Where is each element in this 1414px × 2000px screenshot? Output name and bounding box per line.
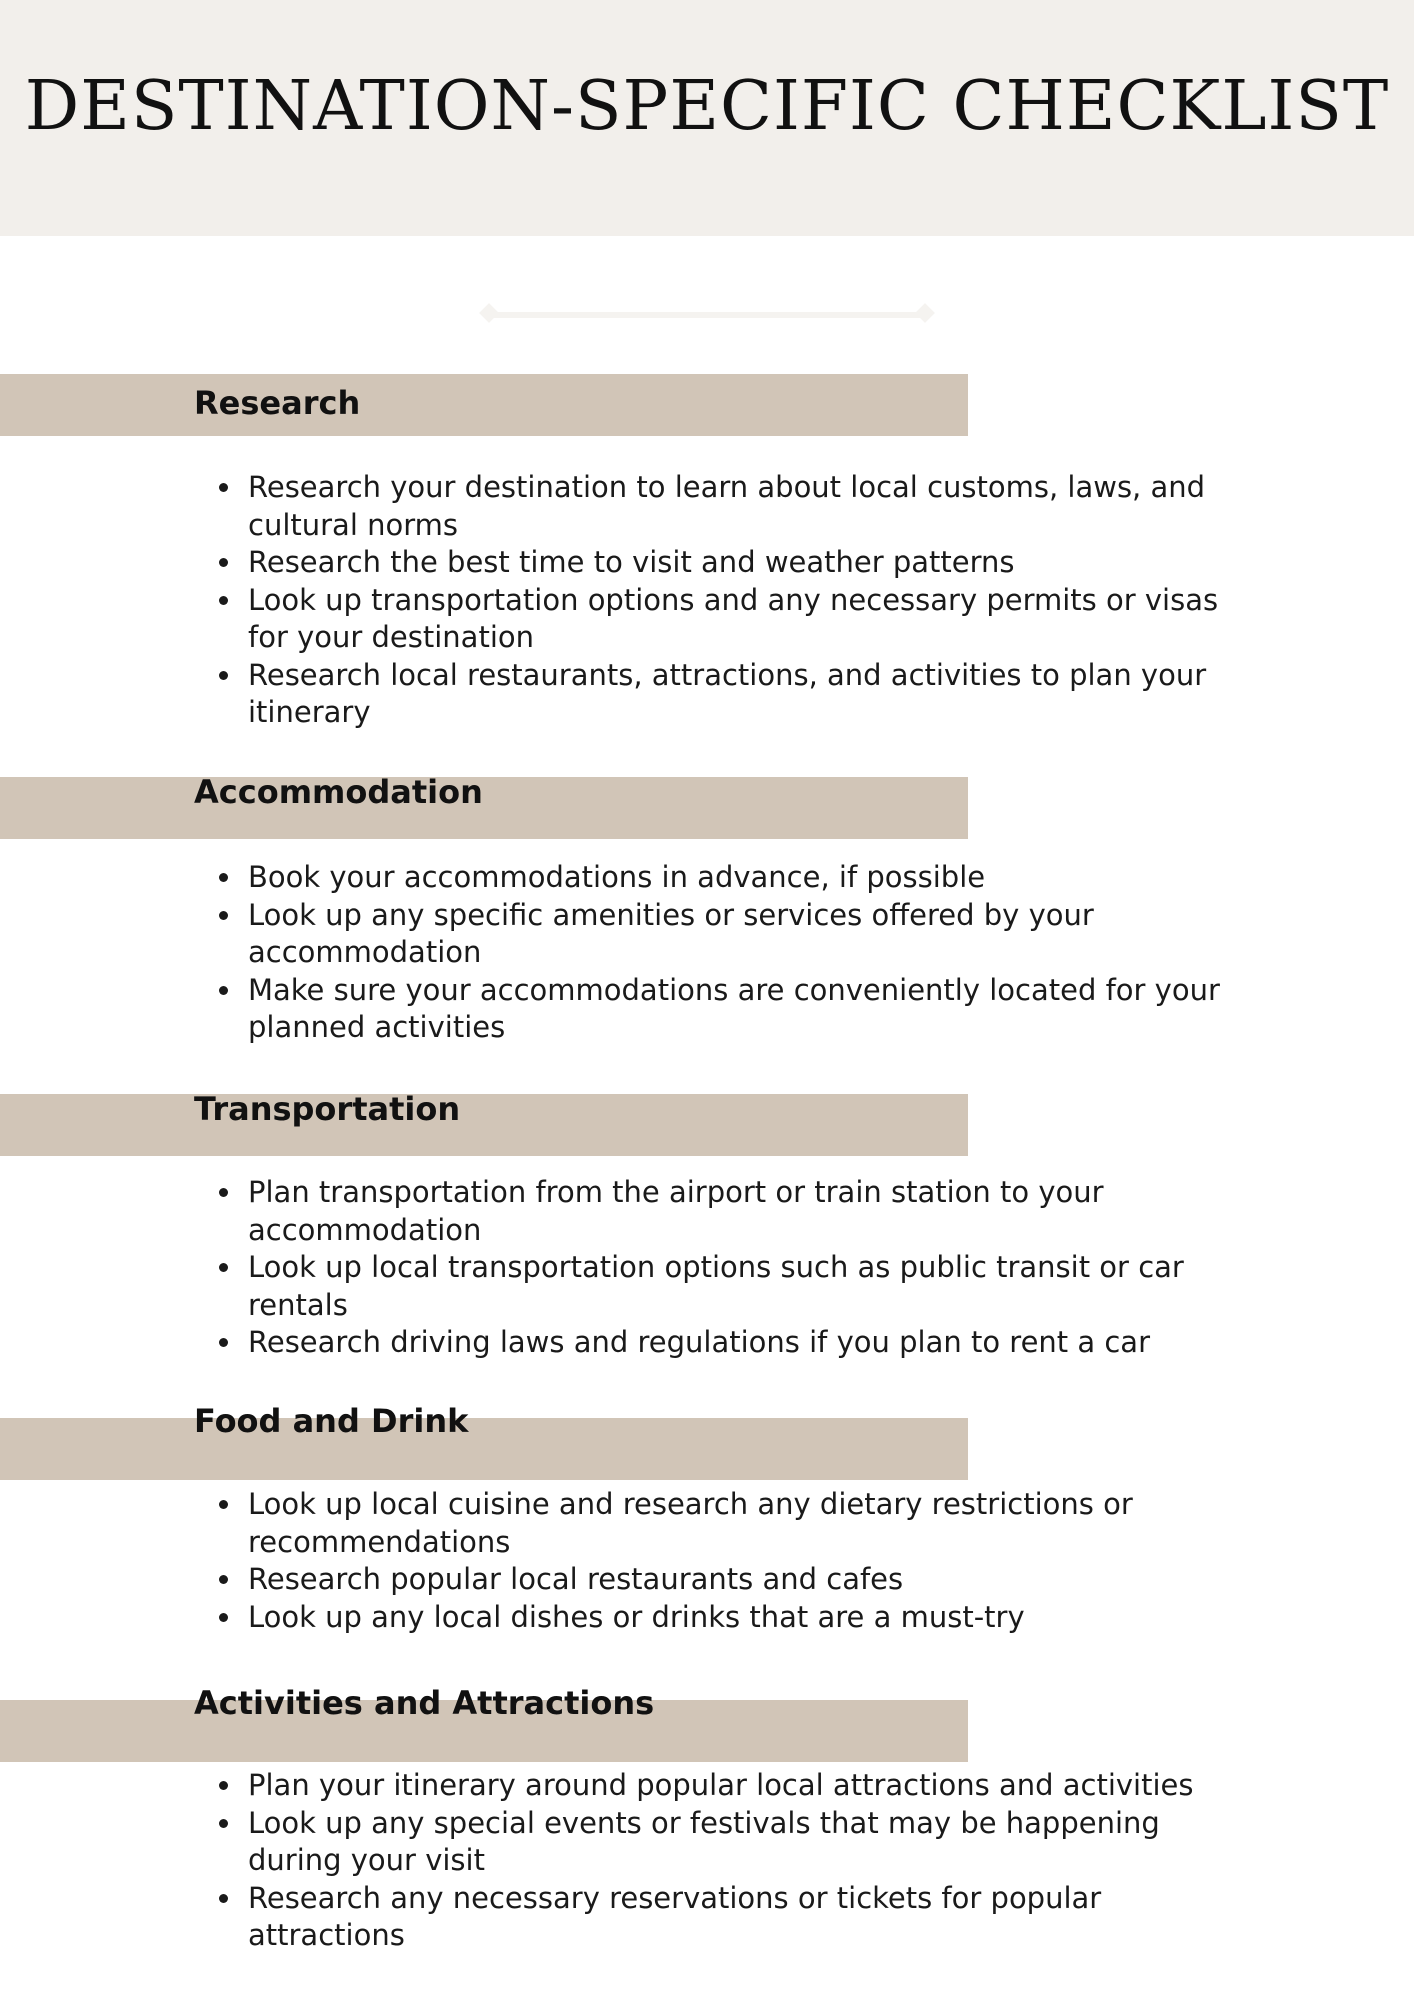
list-item: • Look up local cuisine and research any dietary restrictions or recommendations xyxy=(244,1486,1254,1561)
diamond-icon xyxy=(915,303,935,323)
list-item: • Research your destination to learn about local customs, laws, and cultural norms xyxy=(244,469,1254,544)
list-item: • Look up any special events or festivals that may be happening during your visit xyxy=(244,1805,1254,1880)
checklist xyxy=(208,859,1254,1047)
section-heading: Accommodation xyxy=(194,773,483,811)
checklist xyxy=(208,1767,1254,1955)
list-item: • Look up transportation options and any necessary permits or visas for your destination xyxy=(244,582,1254,657)
list-item: • Research popular local restaurants and cafes xyxy=(244,1561,1254,1599)
checklist xyxy=(208,469,1254,732)
section-heading: Transportation xyxy=(194,1090,461,1128)
list-item: • Plan your itinerary around popular local attractions and activities xyxy=(244,1767,1254,1805)
checklist xyxy=(208,1174,1254,1362)
diamond-icon xyxy=(479,303,499,323)
checklist xyxy=(208,1486,1254,1636)
section-band xyxy=(0,1094,968,1156)
section-band xyxy=(0,374,968,436)
list-item: • Research the best time to visit and weather patterns xyxy=(244,544,1254,582)
section-heading: Activities and Attractions xyxy=(194,1684,655,1722)
section-band xyxy=(0,777,968,839)
section-band xyxy=(0,1418,968,1480)
list-item: • Research local restaurants, attractions, and activities to plan your itinerary xyxy=(244,657,1254,732)
section-heading: Research xyxy=(194,384,361,422)
list-item: • Look up local transportation options such as public transit or car rentals xyxy=(244,1249,1254,1324)
list-item: • Research any necessary reservations or tickets for popular attractions xyxy=(244,1880,1254,1955)
page-title: DESTINATION-SPECIFIC CHECKLIST xyxy=(24,67,1390,146)
section-heading: Food and Drink xyxy=(194,1402,469,1440)
list-item: • Plan transportation from the airport or train station to your accommodation xyxy=(244,1174,1254,1249)
list-item: • Book your accommodations in advance, if possible xyxy=(244,859,1254,897)
list-item: • Research driving laws and regulations if you plan to rent a car xyxy=(244,1324,1254,1362)
list-item: • Make sure your accommodations are conveniently located for your planned activities xyxy=(244,972,1254,1047)
decorative-divider xyxy=(486,312,928,318)
list-item: • Look up any local dishes or drinks that are a must-try xyxy=(244,1599,1254,1637)
list-item: • Look up any specific amenities or services offered by your accommodation xyxy=(244,897,1254,972)
